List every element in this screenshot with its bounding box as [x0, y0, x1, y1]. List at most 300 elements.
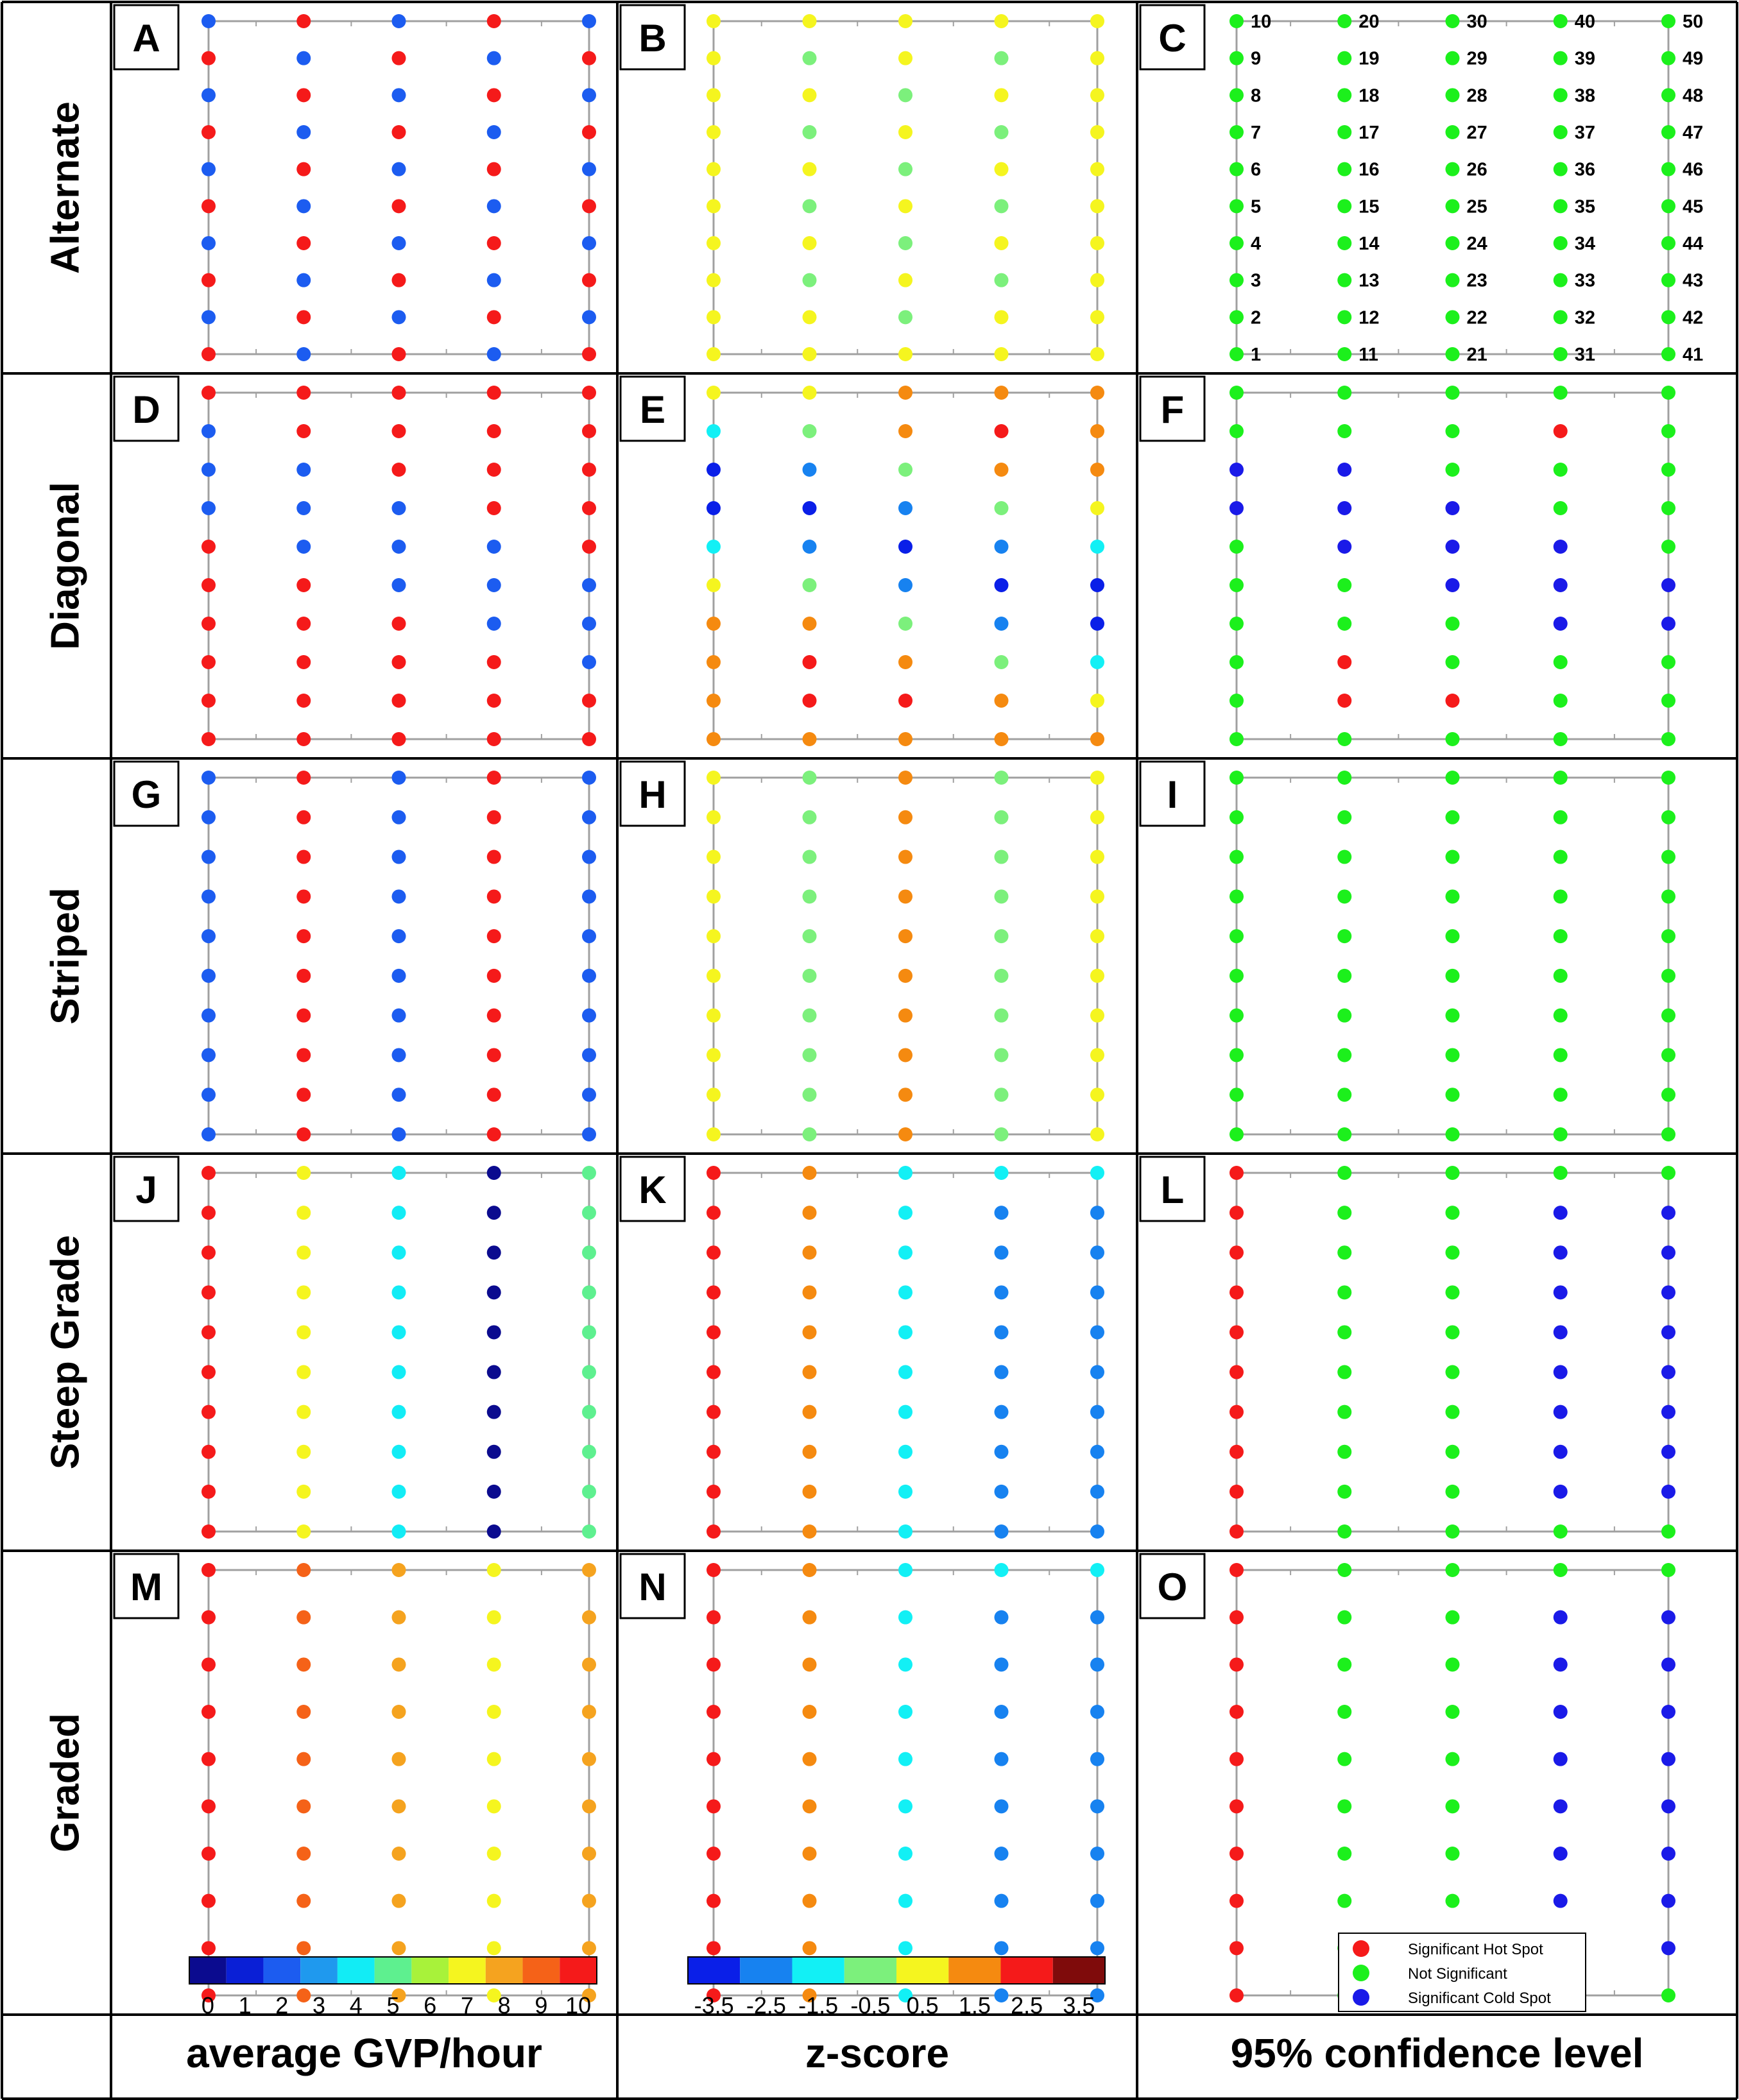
- data-point: [296, 1988, 311, 2002]
- data-point: [803, 347, 817, 361]
- data-point: [1446, 617, 1460, 631]
- point-number-label: 43: [1683, 270, 1704, 291]
- data-point: [707, 1799, 721, 1813]
- panel-letter: H: [638, 773, 667, 816]
- data-point: [707, 1285, 721, 1299]
- data-point: [1661, 578, 1675, 592]
- data-point: [1446, 1705, 1460, 1719]
- data-point: [1090, 578, 1104, 592]
- data-point: [1090, 386, 1104, 400]
- data-point: [803, 1009, 817, 1023]
- data-point: [1554, 162, 1568, 176]
- point-number-label: 7: [1251, 123, 1262, 143]
- data-point: [1554, 540, 1568, 554]
- data-point: [1090, 1365, 1104, 1379]
- z-colorbar-swatch: [896, 1957, 948, 1984]
- data-point: [582, 929, 596, 943]
- data-point: [1090, 1405, 1104, 1419]
- data-point: [392, 1445, 406, 1459]
- data-point: [803, 850, 817, 864]
- data-point: [995, 1657, 1009, 1671]
- point-number-label: 10: [1251, 12, 1272, 32]
- data-point: [1337, 1088, 1351, 1102]
- data-point: [201, 1563, 216, 1577]
- data-point: [1090, 1485, 1104, 1499]
- data-point: [1554, 14, 1568, 28]
- panel-letter: E: [639, 388, 666, 431]
- data-point: [1661, 1325, 1675, 1339]
- gvp-colorbar-swatch: [411, 1957, 449, 1984]
- data-point: [582, 810, 596, 824]
- data-point: [1337, 771, 1351, 785]
- data-point: [1229, 929, 1244, 943]
- data-point: [1446, 850, 1460, 864]
- data-point: [487, 424, 501, 438]
- z-colorbar-swatch: [1001, 1957, 1053, 1984]
- data-point: [296, 347, 311, 361]
- data-point: [1661, 463, 1675, 477]
- panel-letter: B: [638, 17, 667, 60]
- data-point: [1337, 199, 1351, 213]
- data-point: [1090, 199, 1104, 213]
- data-point: [1554, 1894, 1568, 1908]
- significance-legend-label: Significant Cold Spot: [1408, 1990, 1551, 2007]
- data-point: [803, 1127, 817, 1141]
- data-point: [707, 125, 721, 139]
- data-point: [487, 1127, 501, 1141]
- point-number-label: 24: [1466, 234, 1487, 254]
- data-point: [392, 850, 406, 864]
- data-point: [1446, 1206, 1460, 1220]
- data-point: [1090, 236, 1104, 250]
- data-point: [296, 1365, 311, 1379]
- data-point: [803, 162, 817, 176]
- data-point: [1229, 88, 1244, 102]
- data-point: [995, 1563, 1009, 1577]
- point-number-label: 20: [1358, 12, 1380, 32]
- data-point: [898, 347, 912, 361]
- data-point: [487, 1799, 501, 1813]
- data-point: [582, 1657, 596, 1671]
- data-point: [392, 501, 406, 515]
- data-point: [201, 1285, 216, 1299]
- data-point: [1661, 14, 1675, 28]
- data-point: [1446, 51, 1460, 65]
- data-point: [201, 1166, 216, 1180]
- data-point: [392, 969, 406, 983]
- data-point: [1337, 889, 1351, 903]
- data-point: [582, 732, 596, 746]
- data-point: [995, 1752, 1009, 1766]
- data-point: [803, 889, 817, 903]
- point-number-label: 37: [1574, 123, 1596, 143]
- data-point: [201, 1405, 216, 1419]
- data-point: [1229, 236, 1244, 250]
- data-point: [1229, 1657, 1244, 1671]
- data-point: [1090, 1563, 1104, 1577]
- data-point: [1229, 1166, 1244, 1180]
- data-point: [898, 969, 912, 983]
- data-point: [487, 463, 501, 477]
- data-point: [995, 655, 1009, 669]
- data-point: [1554, 694, 1568, 708]
- data-point: [803, 1847, 817, 1861]
- data-point: [803, 1365, 817, 1379]
- data-point: [392, 14, 406, 28]
- data-point: [1661, 929, 1675, 943]
- gvp-colorbar-swatch: [375, 1957, 412, 1984]
- data-point: [803, 1245, 817, 1259]
- data-point: [1661, 1563, 1675, 1577]
- data-point: [487, 540, 501, 554]
- data-point: [1229, 386, 1244, 400]
- data-point: [1446, 540, 1460, 554]
- data-point: [1446, 969, 1460, 983]
- data-point: [1661, 732, 1675, 746]
- data-point: [1090, 1657, 1104, 1671]
- data-point: [995, 88, 1009, 102]
- data-point: [707, 694, 721, 708]
- data-point: [392, 1752, 406, 1766]
- data-point: [487, 1563, 501, 1577]
- panel-letter: I: [1167, 773, 1178, 816]
- data-point: [1090, 929, 1104, 943]
- data-point: [582, 310, 596, 324]
- data-point: [1446, 1657, 1460, 1671]
- point-number-label: 11: [1358, 345, 1378, 365]
- data-point: [487, 236, 501, 250]
- data-point: [392, 1048, 406, 1062]
- data-point: [707, 162, 721, 176]
- data-point: [1661, 1799, 1675, 1813]
- point-number-label: 19: [1358, 48, 1380, 69]
- data-point: [898, 1705, 912, 1719]
- data-point: [995, 1206, 1009, 1220]
- data-point: [898, 236, 912, 250]
- data-point: [803, 578, 817, 592]
- data-point: [201, 273, 216, 287]
- data-point: [1446, 1009, 1460, 1023]
- data-point: [201, 1657, 216, 1671]
- data-point: [803, 1752, 817, 1766]
- data-point: [392, 1405, 406, 1419]
- data-point: [582, 1610, 596, 1625]
- data-point: [995, 310, 1009, 324]
- data-point: [201, 1799, 216, 1813]
- data-point: [707, 1088, 721, 1102]
- point-number-label: 45: [1683, 196, 1704, 218]
- data-point: [1229, 1485, 1244, 1499]
- data-point: [995, 501, 1009, 515]
- data-point: [1337, 1563, 1351, 1577]
- data-point: [1090, 850, 1104, 864]
- data-point: [201, 1445, 216, 1459]
- data-point: [1337, 1127, 1351, 1141]
- data-point: [1554, 88, 1568, 102]
- data-point: [707, 617, 721, 631]
- data-point: [1661, 310, 1675, 324]
- data-point: [487, 1166, 501, 1180]
- data-point: [898, 1485, 912, 1499]
- data-point: [1229, 1847, 1244, 1861]
- data-point: [1229, 273, 1244, 287]
- data-point: [582, 386, 596, 400]
- data-point: [707, 1206, 721, 1220]
- data-point: [296, 771, 311, 785]
- data-point: [392, 540, 406, 554]
- data-point: [296, 969, 311, 983]
- data-point: [1090, 463, 1104, 477]
- data-point: [296, 1245, 311, 1259]
- data-point: [995, 1127, 1009, 1141]
- data-point: [582, 1166, 596, 1180]
- point-number-label: 16: [1358, 159, 1380, 180]
- data-point: [707, 1048, 721, 1062]
- data-point: [1090, 1894, 1104, 1908]
- panel-letter: N: [638, 1566, 667, 1609]
- data-point: [707, 1941, 721, 1955]
- data-point: [392, 1705, 406, 1719]
- data-point: [582, 51, 596, 65]
- point-number-label: 38: [1574, 85, 1596, 107]
- data-point: [1446, 732, 1460, 746]
- data-point: [582, 14, 596, 28]
- data-point: [201, 929, 216, 943]
- data-point: [1446, 162, 1460, 176]
- panel-letter: K: [638, 1168, 667, 1211]
- data-point: [898, 1524, 912, 1539]
- data-point: [995, 1894, 1009, 1908]
- data-point: [1661, 1988, 1675, 2002]
- data-point: [1337, 88, 1351, 102]
- data-point: [1554, 810, 1568, 824]
- data-point: [582, 1127, 596, 1141]
- data-point: [707, 1365, 721, 1379]
- data-point: [707, 199, 721, 213]
- data-point: [201, 540, 216, 554]
- data-point: [201, 310, 216, 324]
- panel-letter: L: [1160, 1168, 1185, 1211]
- data-point: [1090, 1206, 1104, 1220]
- data-point: [1661, 1127, 1675, 1141]
- z-colorbar-swatch: [844, 1957, 896, 1984]
- data-point: [582, 88, 596, 102]
- point-number-label: 49: [1683, 48, 1704, 69]
- data-point: [582, 1088, 596, 1102]
- data-point: [201, 1524, 216, 1539]
- data-point: [1229, 1988, 1244, 2002]
- data-point: [487, 1705, 501, 1719]
- data-point: [296, 889, 311, 903]
- data-point: [1554, 1048, 1568, 1062]
- point-number-label: 2: [1251, 307, 1262, 329]
- data-point: [995, 969, 1009, 983]
- data-point: [582, 889, 596, 903]
- data-point: [1229, 199, 1244, 213]
- data-point: [1446, 1610, 1460, 1625]
- data-point: [1090, 273, 1104, 287]
- data-point: [201, 1610, 216, 1625]
- data-point: [296, 51, 311, 65]
- data-point: [803, 463, 817, 477]
- data-point: [392, 199, 406, 213]
- data-point: [201, 1206, 216, 1220]
- data-point: [201, 236, 216, 250]
- data-point: [898, 810, 912, 824]
- data-point: [898, 1894, 912, 1908]
- data-point: [1090, 1088, 1104, 1102]
- data-point: [803, 617, 817, 631]
- data-point: [1090, 694, 1104, 708]
- data-point: [1446, 1894, 1460, 1908]
- data-point: [1337, 463, 1351, 477]
- data-point: [898, 694, 912, 708]
- data-point: [803, 1285, 817, 1299]
- column-label: z-score: [805, 2030, 950, 2076]
- data-point: [201, 1941, 216, 1955]
- data-point: [995, 1166, 1009, 1180]
- z-colorbar-swatch: [740, 1957, 792, 1984]
- data-point: [995, 125, 1009, 139]
- data-point: [1446, 273, 1460, 287]
- point-number-label: 30: [1466, 12, 1487, 32]
- data-point: [201, 969, 216, 983]
- data-point: [995, 424, 1009, 438]
- data-point: [487, 1941, 501, 1955]
- data-point: [1554, 1206, 1568, 1220]
- column-label: average GVP/hour: [186, 2030, 542, 2076]
- data-point: [201, 463, 216, 477]
- data-point: [296, 578, 311, 592]
- data-point: [487, 1405, 501, 1419]
- data-point: [707, 1524, 721, 1539]
- data-point: [1446, 1485, 1460, 1499]
- data-point: [1337, 578, 1351, 592]
- data-point: [803, 273, 817, 287]
- data-point: [707, 850, 721, 864]
- data-point: [803, 1166, 817, 1180]
- data-point: [803, 199, 817, 213]
- panel-letter: D: [132, 388, 160, 431]
- data-point: [487, 501, 501, 515]
- data-point: [1337, 929, 1351, 943]
- data-point: [392, 1127, 406, 1141]
- data-point: [707, 655, 721, 669]
- data-point: [707, 578, 721, 592]
- point-number-label: 44: [1683, 234, 1704, 254]
- data-point: [1229, 617, 1244, 631]
- data-point: [201, 1847, 216, 1861]
- data-point: [1661, 1657, 1675, 1671]
- data-point: [1661, 889, 1675, 903]
- data-point: [1229, 1752, 1244, 1766]
- data-point: [1229, 1563, 1244, 1577]
- data-point: [1661, 88, 1675, 102]
- data-point: [201, 51, 216, 65]
- data-point: [898, 1563, 912, 1577]
- data-point: [296, 810, 311, 824]
- data-point: [1661, 694, 1675, 708]
- data-point: [296, 236, 311, 250]
- data-point: [898, 386, 912, 400]
- data-point: [898, 463, 912, 477]
- data-point: [201, 1485, 216, 1499]
- data-point: [201, 578, 216, 592]
- data-point: [582, 617, 596, 631]
- data-point: [296, 1705, 311, 1719]
- data-point: [1229, 850, 1244, 864]
- data-point: [803, 771, 817, 785]
- data-point: [296, 1485, 311, 1499]
- gvp-colorbar-swatch: [560, 1957, 597, 1984]
- data-point: [995, 51, 1009, 65]
- data-point: [201, 694, 216, 708]
- data-point: [487, 1206, 501, 1220]
- data-point: [898, 501, 912, 515]
- data-point: [803, 88, 817, 102]
- data-point: [392, 463, 406, 477]
- data-point: [201, 125, 216, 139]
- data-point: [1446, 386, 1460, 400]
- data-point: [1090, 1325, 1104, 1339]
- data-point: [1554, 929, 1568, 943]
- data-point: [487, 810, 501, 824]
- data-point: [296, 1285, 311, 1299]
- panel-letter: O: [1157, 1566, 1188, 1609]
- data-point: [582, 1485, 596, 1499]
- data-point: [707, 1610, 721, 1625]
- data-point: [296, 424, 311, 438]
- data-point: [296, 617, 311, 631]
- data-point: [1554, 1365, 1568, 1379]
- data-point: [803, 424, 817, 438]
- data-point: [392, 1610, 406, 1625]
- data-point: [1446, 1365, 1460, 1379]
- data-point: [1090, 1445, 1104, 1459]
- data-point: [1446, 88, 1460, 102]
- data-point: [803, 1445, 817, 1459]
- data-point: [1661, 125, 1675, 139]
- data-point: [898, 1657, 912, 1671]
- data-point: [1446, 1088, 1460, 1102]
- data-point: [296, 463, 311, 477]
- data-point: [1554, 424, 1568, 438]
- panel-letter: F: [1160, 388, 1185, 431]
- data-point: [803, 1088, 817, 1102]
- data-point: [707, 463, 721, 477]
- data-point: [1337, 51, 1351, 65]
- data-point: [392, 347, 406, 361]
- data-point: [803, 655, 817, 669]
- data-point: [487, 51, 501, 65]
- data-point: [1446, 1405, 1460, 1419]
- data-point: [1554, 1285, 1568, 1299]
- data-point: [898, 771, 912, 785]
- data-point: [392, 236, 406, 250]
- data-point: [582, 347, 596, 361]
- row-label: Steep Grade: [43, 1234, 88, 1470]
- data-point: [1554, 1445, 1568, 1459]
- data-point: [1446, 1752, 1460, 1766]
- data-point: [1090, 1610, 1104, 1625]
- data-point: [1446, 347, 1460, 361]
- point-number-label: 15: [1358, 196, 1380, 218]
- data-point: [1337, 14, 1351, 28]
- data-point: [1446, 578, 1460, 592]
- data-point: [582, 1365, 596, 1379]
- data-point: [1554, 1325, 1568, 1339]
- data-point: [487, 889, 501, 903]
